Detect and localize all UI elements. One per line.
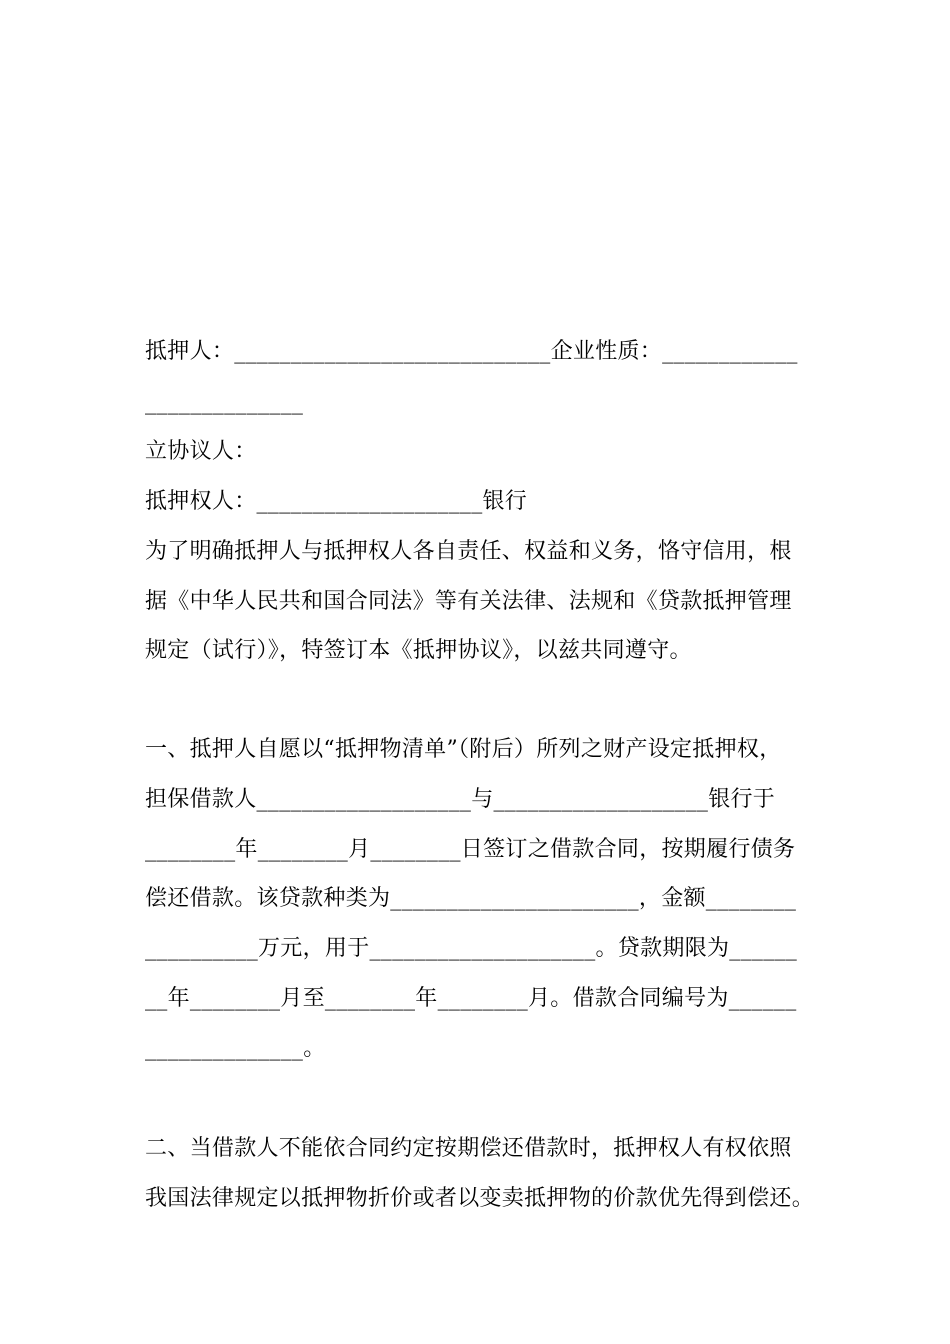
preamble-line-3: 规定（试行）》，特签订本《抵押协议》，以兹共同遵守。	[145, 638, 692, 663]
mortgagor-line: 抵押人：____________________________企业性质：____________	[145, 339, 798, 364]
clause-1-line-4: 偿还借款。该贷款种类为______________________，金额________	[145, 886, 797, 911]
clause-2-line-2: 我国法律规定以抵押物折价或者以变卖抵押物的价款优先得到偿还。	[145, 1186, 815, 1211]
mortgagor-line-continued: ______________	[145, 390, 304, 415]
clause-1-line-1: 一、抵押人自愿以“抵押物清单”（附后）所列之财产设定抵押权，	[145, 737, 782, 762]
clause-1-line-5: __________万元，用于____________________。贷款期限为______	[145, 936, 798, 961]
parties-heading: 立协议人：	[145, 439, 257, 464]
preamble-line-1: 为了明确抵押人与抵押权人各自责任、权益和义务，恪守信用，根	[145, 539, 792, 564]
clause-1-line-6: __年________月至________年________月。借款合同编号为______	[145, 986, 797, 1011]
preamble-line-2: 据《中华人民共和国合同法》等有关法律、法规和《贷款抵押管理	[145, 589, 792, 614]
clause-1-line-2: 担保借款人___________________与___________________银行于	[145, 787, 776, 812]
mortgagee-line: 抵押权人：____________________银行	[145, 489, 528, 514]
clause-1-line-7: ______________。	[145, 1036, 326, 1061]
clause-1-line-3: ________年________月________日签订之借款合同，按期履行债务	[145, 837, 796, 862]
clause-2-line-1: 二、当借款人不能依合同约定按期偿还借款时，抵押权人有权依照	[145, 1136, 792, 1161]
